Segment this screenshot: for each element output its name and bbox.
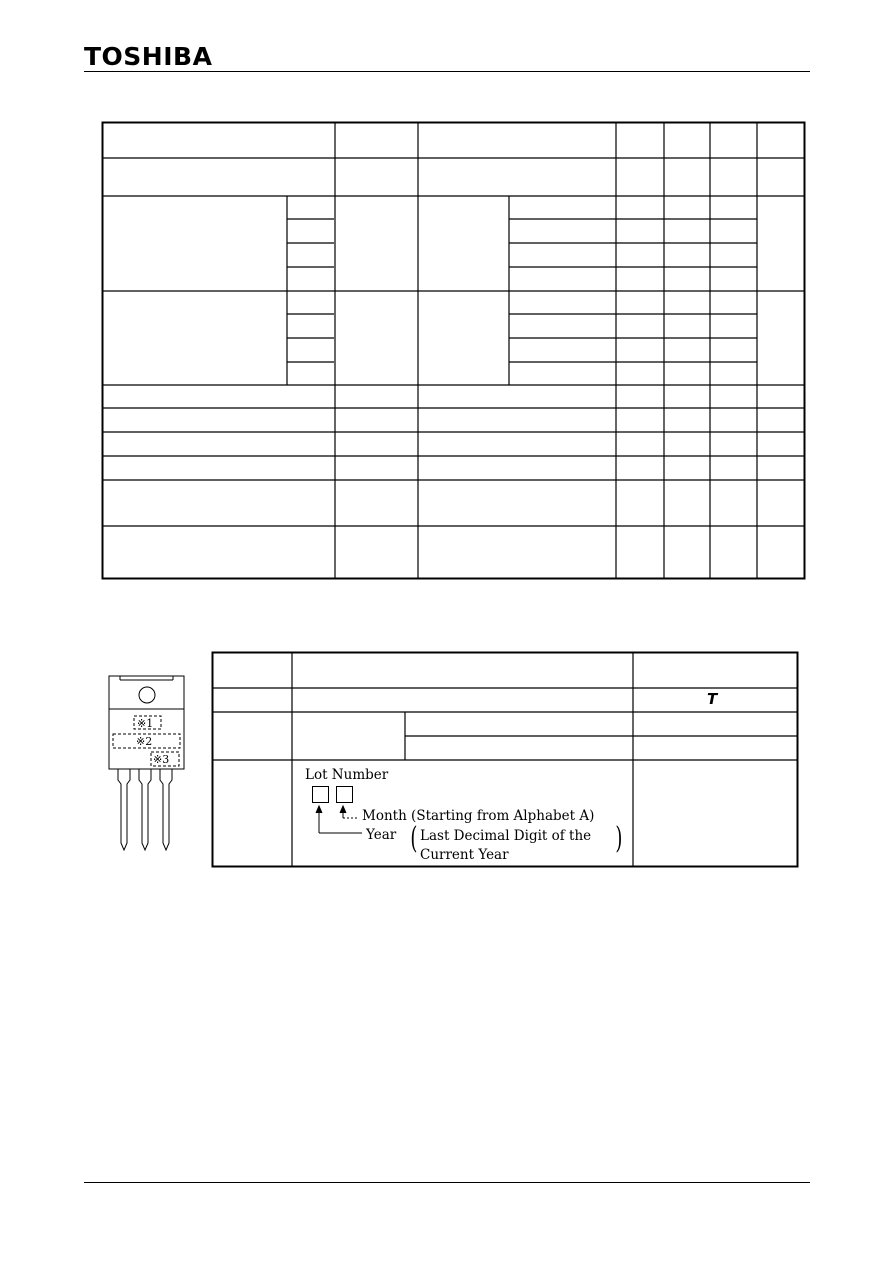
month-label: Month (Starting from Alphabet A)	[362, 808, 595, 824]
mark-label-3: ※3	[153, 753, 170, 766]
footer-divider	[84, 1182, 810, 1183]
left-paren: (	[410, 821, 418, 856]
right-paren: )	[615, 821, 623, 856]
toshiba-mark-icon: T	[707, 690, 718, 708]
year-label: Year	[366, 827, 397, 843]
lot-number-title: Lot Number	[305, 767, 389, 783]
mark-label-2: ※2	[136, 735, 153, 748]
year-note-line2: Current Year	[420, 847, 509, 863]
mark-label-1: ※1	[137, 717, 154, 730]
toshiba-logo: TOSHIBA	[84, 42, 213, 71]
year-note-line1: Last Decimal Digit of the	[420, 828, 592, 844]
